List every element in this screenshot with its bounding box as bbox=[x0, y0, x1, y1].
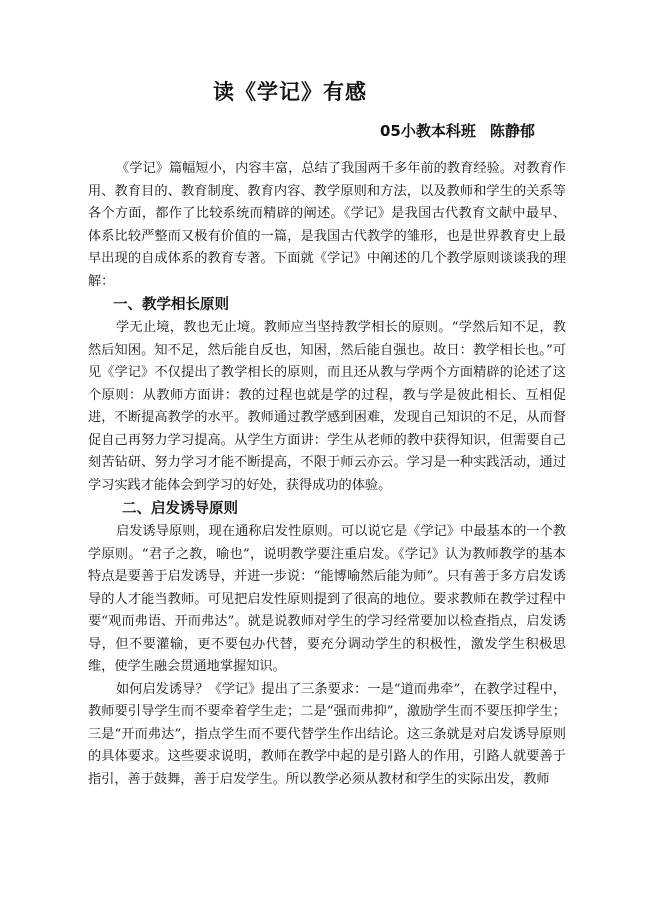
section-heading-2: 二、启发诱导原则 bbox=[122, 501, 238, 517]
document-body bbox=[88, 158, 566, 791]
section-1-paragraph: 学无止境，教也无止境。教师应当坚持教学相长的原则。“学然后知不足，教然后知困。知不足，然后能自反也，知困，然后能自强也。故日：教学相长也。”可见《学记》不仅提出了教学相长的原则，而且还从教与学两个方面精辟的论述了这个原则：从教师方面讲：教的过程也就是学的过程，教与学是彼此相长、互相促进，不断提高教学的水平。教师通过教学感到困难，发现自己知识的不足，从而督促自己再努力学习提高。从学生方面讲：学生从老师的教中获得知识，但需要自己刻苦钻研、努力学习才能不断提高，不限于师云亦云。学习是一种实践活动，通过学习实践才能体会到学习的好处，获得成功的体验。 bbox=[88, 320, 566, 493]
section-2-paragraph-2: 如何启发诱导？《学记》提出了三条要求：一是“道而弗牵”，在教学过程中，教师要引导学生而不要牵着学生走；二是“强而弗抑”，激励学生而不要压抑学生；三是“开而弗达”，指点学生而不要代替学生作出结论。这三条就是对启发诱导原则的具体要求。这些要求说明，教师在教学中起的是引路人的作用，引路人就要善于指引，善于鼓舞，善于启发学生。所以教学必须从教材和学生的实际出发，教师 bbox=[88, 681, 566, 787]
section-heading-1: 一、教学相长原则 bbox=[113, 297, 229, 313]
author-class: 05小教本科班 bbox=[380, 122, 476, 140]
section-2-paragraph-1: 启发诱导原则，现在通称启发性原则。可以说它是《学记》中最基本的一个教学原则。“君子之教，喻也”，说明教学要注重启发。《学记》认为教师教学的基本特点是要善于启发诱导，并进一步说：“能博喻然后能为师”。只有善于多方启发诱导的人才能当教师。可见把启发性原则提到了很高的地位。要求教师在教学过程中要“观而弗语、开而弗达”。就是说教师对学生的学习经常要加以检查指点，启发诱导，但不要灌输，更不要包办代替，要充分调动学生的积极性，激发学生积极思维，使学生融会贯通地掌握知识。 bbox=[88, 524, 566, 674]
author-line bbox=[380, 120, 535, 141]
document-title: 读《学记》有感 bbox=[213, 80, 367, 104]
intro-paragraph: 《学记》篇幅短小，内容丰富，总结了我国两千多年前的教育经验。对教育作用、教育目的、教育制度、教育内容、教学原则和方法，以及教师和学生的关系等各个方面，都作了比较系统而精辟的阐述。《学记》是我国古代教育文献中最早、体系比较严整而又极有价值的一篇，是我国古代教学的雏形，也是世界教育史上最早出现的自成体系的教育专著。下面就《学记》中阐述的几个教学原则谈谈我的理解： bbox=[88, 161, 566, 289]
author-name: 陈静郁 bbox=[489, 122, 535, 140]
